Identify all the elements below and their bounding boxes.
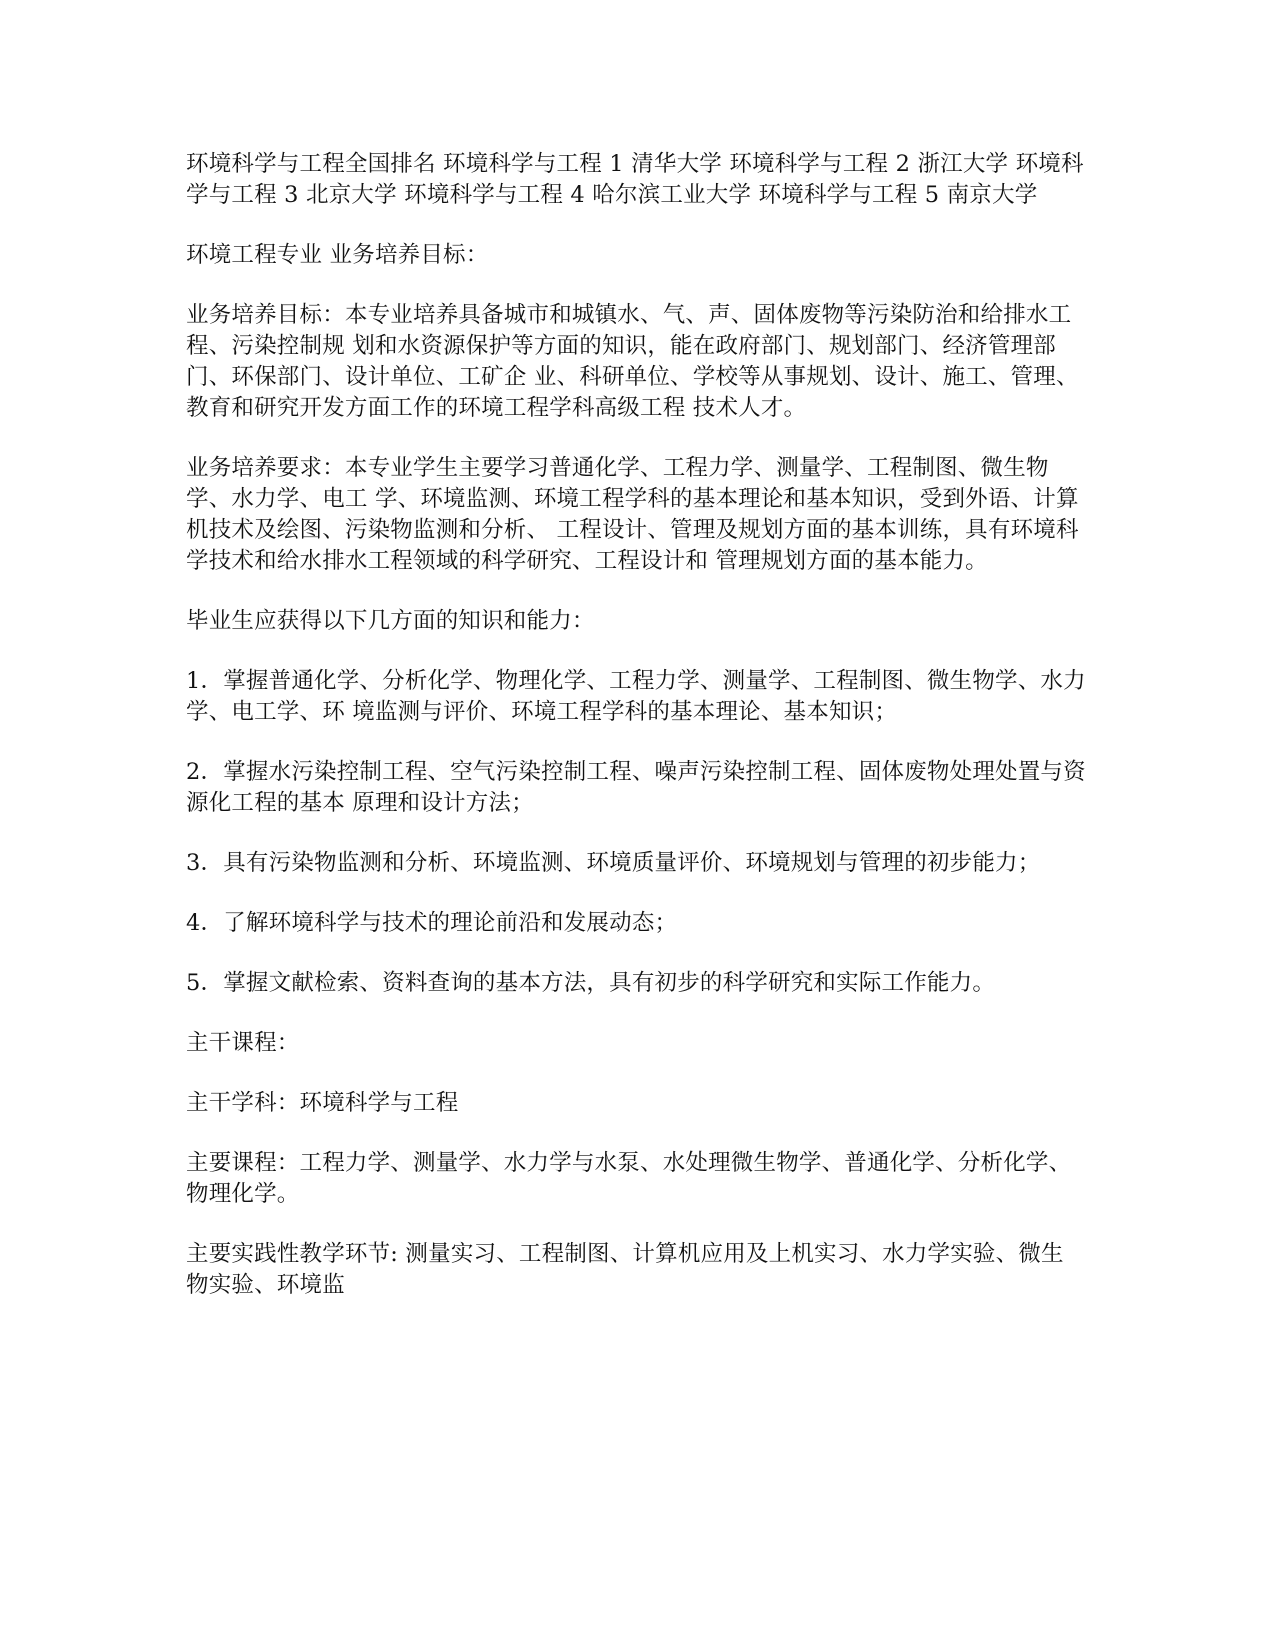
ability-item-5: 5．掌握文献检索、资料查询的基本方法，具有初步的科学研究和实际工作能力。 <box>186 970 996 996</box>
training-goal-paragraph: 业务培养目标：本专业培养具备城市和城镇水、气、声、固体废物等污染防治和给排水工程、污染控制规 划和水资源保护等方面的知识，能在政府部门、规划部门、经济管理部门、环保部门、设计单位、工矿企 业、科研单位、学校等从事规划、设计、施工、管理、教育和研究开发方面工作的环境工程学科高级工程 技术人才。 <box>186 302 1079 421</box>
main-courses-paragraph: 主要课程：工程力学、测量学、水力学与水泵、水处理微生物学、普通化学、分析化学、物理化学。 <box>186 1150 1072 1207</box>
ability-item-3: 3．具有污染物监测和分析、环境监测、环境质量评价、环境规划与管理的初步能力； <box>186 850 1041 876</box>
ranking-paragraph: 环境科学与工程全国排名 环境科学与工程 1 清华大学 环境科学与工程 2 浙江大学 环境科学与工程 3 北京大学 环境科学与工程 4 哈尔滨工业大学 环境科学与工程 5 南京大学 <box>186 151 1084 208</box>
main-courses-heading: 主干课程： <box>186 1030 300 1056</box>
document-body <box>186 149 1086 1330</box>
training-requirement-paragraph: 业务培养要求：本专业学生主要学习普通化学、工程力学、测量学、工程制图、微生物学、水力学、电工 学、环境监测、环境工程学科的基本理论和基本知识，受到外语、计算机技术及绘图、污染物监测和分析、 工程设计、管理及规划方面的基本训练，具有环境科学技术和给水排水工程领域的科学研究、工程设计和 管理规划方面的基本能力。 <box>186 455 1079 574</box>
graduate-abilities-heading: 毕业生应获得以下几方面的知识和能力： <box>186 608 595 634</box>
ability-item-4: 4．了解环境科学与技术的理论前沿和发展动态； <box>186 910 678 936</box>
ability-item-1: 1．掌握普通化学、分析化学、物理化学、工程力学、测量学、工程制图、微生物学、水力学、电工学、环 境监测与评价、环境工程学科的基本理论、基本知识； <box>186 668 1086 725</box>
practice-links-paragraph: 主要实践性教学环节: 测量实习、工程制图、计算机应用及上机实习、水力学实验、微生物实验、环境监 <box>186 1241 1064 1298</box>
main-discipline-paragraph: 主干学科：环境科学与工程 <box>186 1090 459 1116</box>
section-heading-training-goal: 环境工程专业 业务培养目标： <box>186 242 489 268</box>
ability-item-2: 2．掌握水污染控制工程、空气污染控制工程、噪声污染控制工程、固体废物处理处置与资源化工程的基本 原理和设计方法； <box>186 759 1086 816</box>
